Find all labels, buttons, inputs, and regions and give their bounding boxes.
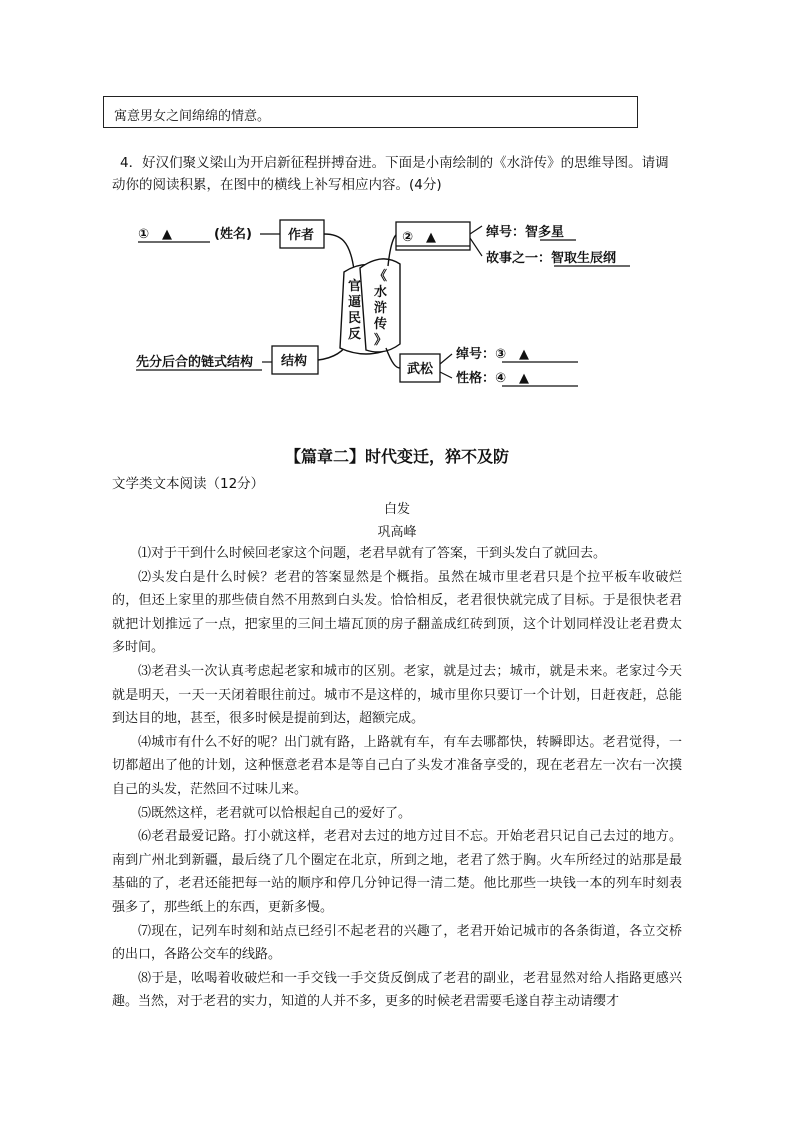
boxed-note xyxy=(103,96,638,128)
paragraph-7: ⑺现在，记列车时刻和站点已经引不起老君的兴趣了，老君开始记城市的各条街道，各立交桥的出口，各路公交车的线路。 xyxy=(112,923,682,963)
nickname-2: 绰号：③ ▲ xyxy=(456,347,530,362)
character: 性格：④ ▲ xyxy=(456,371,530,386)
chapter-title: 【篇章二】时代变迁，猝不及防 xyxy=(284,447,509,466)
question-4 xyxy=(112,152,682,196)
svg-text:水: 水 xyxy=(374,285,388,300)
book-title-vertical xyxy=(373,268,387,348)
blank-1: ① ▲ xyxy=(138,227,173,242)
svg-text:传: 传 xyxy=(374,317,388,332)
branch-wusong-details xyxy=(440,354,452,378)
paragraph-2: ⑵头发白是什么时候？老君的答案显然是个概指。虽然在城市里老君只是个拉平板车收破烂的，但还上家里的那些债自然不用熬到白头发。恰恰相反，老君很快就完成了目标。于是很快老君就把计划推远了一点，把家里的三间土墙瓦顶的房子翻盖成红砖到顶，这个计划同样没让老君费太多时间。 xyxy=(112,569,682,656)
structure-node: 结构 xyxy=(281,354,308,369)
paragraph-4: ⑷城市有什么不好的呢？出门就有路，上路就有车，有车去哪都快，转瞬即达。老君觉得，一切都超出了他的计划，这种惬意老君本是等自己白了头发才准备享受的，现在老君左一次右一次摸自己的头发，茫然回不过味儿来。 xyxy=(112,734,682,797)
branch-blank-2-details xyxy=(470,226,482,256)
structure-answer: 先分后合的链式结构 xyxy=(136,355,254,370)
paragraph-8: ⑻于是，吆喝着收破烂和一手交钱一手交货反倒成了老君的副业，老君显然对给人指路更感兴趣。当然，对于老君的实力，知道的人并不多，更多的时候老君需要毛遂自荐主动请缨才 xyxy=(112,970,682,1010)
question-4-line-2: 动你的阅读积累，在图中的横线上补写相应内容。(4分) xyxy=(112,177,442,193)
author-node: 作者 xyxy=(288,228,315,243)
story-body xyxy=(112,542,682,1014)
blank-2: ② ▲ xyxy=(402,230,437,245)
question-4-line-1: 4．好汉们聚义梁山为开启新征程拼搏奋进。下面是小南绘制的《水浒传》的思维导图。请调 xyxy=(120,155,669,171)
svg-text:》: 》 xyxy=(374,333,388,348)
svg-text:逼: 逼 xyxy=(348,295,362,310)
paragraph-1: ⑴对于干到什么时候回老家这个问题，老君早就有了答案，干到头发白了就回去。 xyxy=(138,546,607,561)
paragraph-6: ⑹老君最爱记路。打小就这样，老君对去过的地方过目不忘。开始老君只记自己去过的地方。南到广州北到新疆，最后绕了几个圈定在北京，所到之地，老君了然于胸。火车所经过的站那是最基础的了，老君还能把每一站的顺序和停几分钟记得一清二楚。他比那些一块钱一本的列车时刻表强多了，那些纸上的东西，更新多慢。 xyxy=(112,829,682,915)
wusong-node: 武松 xyxy=(407,362,434,377)
paragraph-3: ⑶老君头一次认真考虑起老家和城市的区别。老家，就是过去；城市，就是未来。老家过今天就是明天，一天一天闭着眼往前过。城市不是这样的，城市里你只要订一个计划，日赶夜赶，总能到达目的地，甚至，很多时候是提前到达，超额完成。 xyxy=(112,663,682,727)
boxed-note-text: 寓意男女之间绵绵的情意。 xyxy=(114,109,271,124)
mind-map-diagram xyxy=(130,200,617,400)
svg-text:反: 反 xyxy=(348,327,362,342)
story-author: 巩高峰 xyxy=(377,525,417,540)
section-label: 文学类文本阅读（12分） xyxy=(112,476,265,492)
nickname-1: 绰号：智多星 xyxy=(486,225,565,240)
paragraph-5: ⑸既然这样，老君就可以恰根起自己的爱好了。 xyxy=(138,805,412,821)
svg-text:官: 官 xyxy=(348,279,362,294)
name-hint: (姓名) xyxy=(214,227,252,242)
branch-author xyxy=(324,234,354,270)
story-title: 白发 xyxy=(383,502,410,517)
svg-text:浒: 浒 xyxy=(374,301,388,316)
svg-text:《: 《 xyxy=(374,269,388,284)
svg-text:民: 民 xyxy=(348,311,362,326)
story-example: 故事之一：智取生辰纲 xyxy=(486,251,617,266)
